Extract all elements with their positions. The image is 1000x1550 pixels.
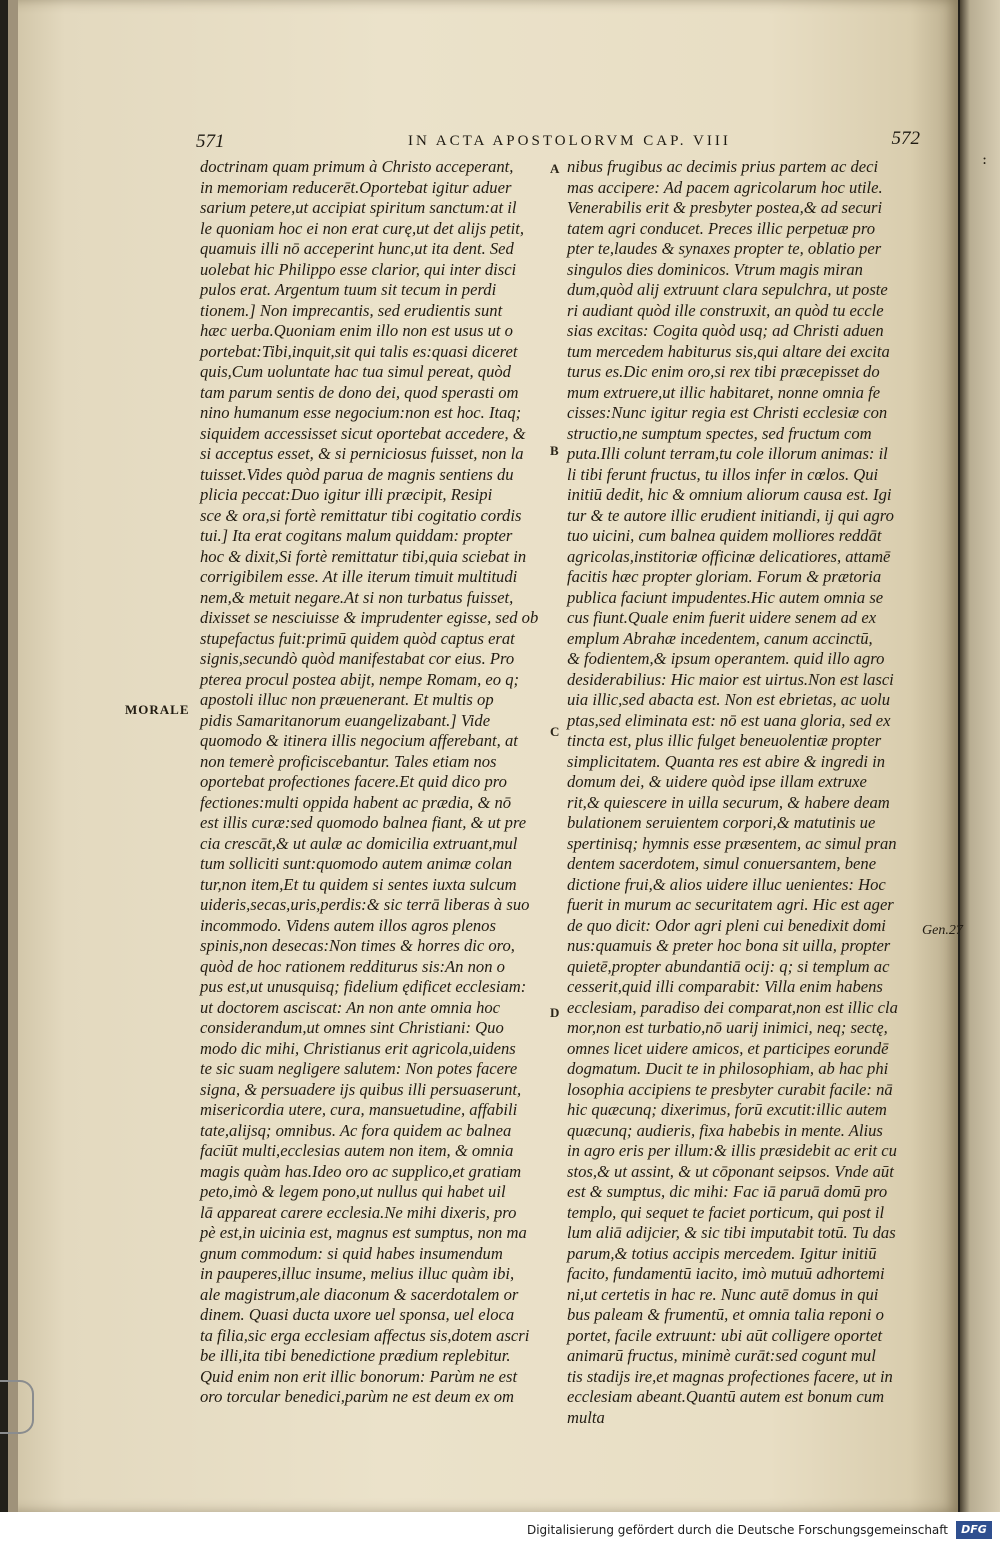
- text-line: le quoniam hoc ei non erat curę,ut det alijs petit,: [200, 218, 524, 238]
- page-number-left: 571: [196, 131, 225, 152]
- text-line: non temerè proficiscebantur. Tales etiam nos: [200, 751, 497, 771]
- text-line: tatem agri conducet. Preces illic perpetuæ pro: [567, 218, 875, 238]
- text-line: facito, fundamentū iacito, imò mutuū adhortemi: [567, 1264, 885, 1283]
- text-line: uolebat hic Philippo esse clarior, qui inter disci: [200, 259, 517, 279]
- text-line: dictione frui,& alios uidere illuc uenientes: Hoc: [567, 874, 886, 894]
- text-line: tate,alijsq; omnibus. Ac fora quidem ac balnea: [200, 1120, 512, 1140]
- text-line: pus est,ut unusquisq; fidelium ędificet ecclesiam:: [200, 977, 527, 996]
- text-line: stos,& ut assint, & ut cōponant seipsos. Vnde aūt: [567, 1161, 894, 1181]
- text-line: singulos dies dominicos. Vtrum magis miran: [567, 259, 863, 279]
- section-marker-b: B: [550, 443, 559, 458]
- text-line: quis,Cum uoluntate hac tua simul pereat, quòd: [200, 362, 511, 381]
- text-line: rit,& quiescere in uilla securum, & habere deam: [567, 792, 890, 812]
- text-line: spertinisq; hymnis esse præsentem, ac simul pran: [567, 833, 897, 853]
- section-marker-d: D: [550, 1005, 560, 1020]
- text-line: oro torcular benedici,parùm ne est deum ex om: [200, 1387, 514, 1406]
- text-line: domum dei, & uidere quòd ipse illam extruxe: [567, 772, 867, 791]
- text-line: in memoriam reducerēt.Oportebat igitur aduer: [200, 177, 512, 197]
- text-line: modo dic mihi, Christianus erit agricola,uidens: [200, 1038, 516, 1058]
- text-line: sarium petere,ut accipiat spiritum sanctum:at il: [200, 198, 517, 217]
- text-line: signis,secundò quòd manifestabat cor eius. Pro: [200, 649, 515, 668]
- text-line: quamuis illi nō acceperint hunc,ut ita dent. Sed: [200, 239, 514, 258]
- text-line: dogmatum. Ducit te in philosophiam, ab hac phi: [567, 1059, 889, 1078]
- text-line: tui.] Ita erat cogitans malum quiddam: propter: [200, 526, 513, 545]
- text-line: publica faciunt impudentes.Hic autem omnia se: [567, 587, 884, 607]
- text-line: templo, qui sequet te faciet porticum, qui post il: [567, 1202, 885, 1222]
- text-line: multa: [567, 1407, 605, 1427]
- text-line: facitis hæc propter gloriam. Forum & prætoria: [567, 567, 882, 586]
- text-line: ecclesiam, paradiso dei comparat,non est illic cla: [567, 997, 898, 1017]
- text-line: nino humanum esse negocium:non est hoc. Itaq;: [200, 403, 522, 422]
- text-line: nus:quamuis & preter hoc bona sit uilla, propter: [567, 936, 891, 955]
- text-line: tam parum sentis de dono dei, quod sperasti om: [200, 382, 519, 402]
- section-marker-c: C: [550, 724, 560, 739]
- text-line: sce & ora,si fortè remittatur tibi cogitatio cordis: [200, 505, 522, 525]
- text-line: tionem.] Non imprecantis, sed erudientis sunt: [200, 300, 503, 320]
- text-line: portebat:Tibi,inquit,sit qui talis es:quasi diceret: [200, 341, 518, 361]
- text-line: parum,& totius accipis mercedem. Igitur initiū: [567, 1243, 877, 1263]
- text-line: dum,quòd alij extruunt clara sepulchra, ut poste: [567, 280, 888, 299]
- text-line: cisses:Nunc igitur regia est Christi ecclesiæ con: [567, 403, 888, 422]
- text-line: quòd de hoc rationem redditurus sis:An non o: [200, 956, 505, 976]
- right-text-column: [567, 157, 915, 1428]
- text-line: te sic suam negligere salutem: Non potes facere: [200, 1059, 518, 1078]
- text-line: mor,non est turbatio,nō uarij inimici, neq; sectę,: [567, 1018, 888, 1037]
- text-line: nem,& metuit negare.At si non turbatus fuisset,: [200, 587, 514, 607]
- text-line: dixisset se nesciuisse & imprudenter egisse, sed ob: [200, 608, 539, 627]
- text-line: desiderabilius: Hic maior est uirtus.Non est lasci: [567, 669, 894, 689]
- text-line: est illis curæ:sed quomodo balnea fiant, & ut pre: [200, 813, 527, 832]
- text-line: de quo dicit: Odor agri pleni cui benedixit domi: [567, 915, 886, 935]
- text-line: lum aliā adijcier, & sic tibi imputabit totū. Tu das: [567, 1223, 896, 1242]
- left-text-column: [200, 157, 545, 1408]
- text-line: si acceptus esset, & si perniciosus fuisset, non la: [200, 444, 524, 463]
- text-line: corrigibilem esse. At ille iterum timuit multitudi: [200, 567, 518, 586]
- text-line: pidis Samaritanorum euangelizabant.] Vide: [200, 710, 491, 730]
- text-line: dentem sacerdotem, simul conuersantem, bene: [567, 854, 877, 873]
- text-line: in pauperes,illuc insume, melius illuc quàm ibi,: [200, 1264, 515, 1283]
- text-line: Venerabilis erit & presbyter postea,& ad securi: [567, 198, 883, 217]
- text-line: ptas,sed eliminata est: nō est uana gloria, sed ex: [567, 710, 891, 730]
- text-line: fuerit in murum ac securitatem agri. Hic est ager: [567, 895, 894, 914]
- text-line: cus fiunt.Quale enim fuerit uidere senem ad ex: [567, 608, 877, 627]
- page-number-right: 572: [891, 128, 920, 149]
- text-line: turus es.Dic enim oro,si rex tibi præcepisset do: [567, 362, 880, 381]
- text-line: ni,ut certetis in hac re. Nunc autē domus in qui: [567, 1284, 879, 1304]
- text-line: li tibi ferunt fructus, tu illos infer in cœlos. Qui: [567, 464, 879, 484]
- running-header: [196, 128, 920, 157]
- text-line: simplicitatem. Quanta res est abire & ingredi in: [567, 751, 886, 771]
- text-line: gnum commodum: si quid habes insumendum: [200, 1243, 503, 1263]
- text-line: portet, facile extruunt: ubi aūt colligere oportet: [567, 1325, 883, 1345]
- text-line: hoc & dixit,Si fortè remittatur tibi,quia sciebat in: [200, 546, 527, 566]
- text-line: mas accipere: Ad pacem agricolarum hoc utile.: [567, 177, 883, 197]
- text-line: sias excitas: Cogita quòd usq; ad Christi aduen: [567, 321, 884, 340]
- text-line: pulos erat. Argentum tuum sit tecum in perdi: [200, 280, 497, 299]
- text-line: be illi,ita tibi benedictione prædium replebitur.: [200, 1346, 511, 1365]
- text-line: tur & te autore illic erudient initiandi, ij qui agro: [567, 505, 894, 525]
- text-line: apostoli illuc non præuenerant. Et multis op: [200, 690, 494, 709]
- text-line: signa, & persuadere ijs quibus illi persuaserunt,: [200, 1079, 522, 1099]
- text-line: Quid enim non erit illic bonorum: Parùm ne est: [200, 1366, 518, 1386]
- text-line: spinis,non desecas:Non times & horres dic oro,: [200, 936, 515, 955]
- text-line: ta filia,sic erga ecclesiam affectus sis,dotem ascri: [200, 1325, 530, 1345]
- text-line: tur,non item,Et tu quidem si sentes iuxta sulcum: [200, 874, 517, 894]
- text-line: misericordia utere, cura, mansuetudine, affabili: [200, 1100, 518, 1119]
- text-line: & fodientem,& ipsum operantem. quid illo agro: [567, 649, 885, 668]
- text-line: quietē,propter abundantiā ocij: q; si templum ac: [567, 956, 890, 976]
- text-line: cesserit,quid illi comparabit: Villa enim habens: [567, 977, 883, 996]
- text-line: ut doctorem asciscat: An non ante omnia hoc: [200, 997, 501, 1017]
- text-line: ale magistrum,ale diaconum & sacerdotalem or: [200, 1284, 519, 1304]
- text-line: uia illic,sed abacta est. Non est ebrietas, ac uolu: [567, 690, 891, 709]
- section-marker-a: A: [550, 161, 560, 176]
- text-line: tincta est, plus illic fulget beneuolentiæ propter: [567, 731, 882, 750]
- text-line: incommodo. Videns autem illos agros plenos: [200, 915, 496, 935]
- text-line: stupefactus fuit:primū quidem quòd captus erat: [200, 628, 515, 648]
- page-edge: [8, 0, 18, 1512]
- text-line: omnes licet uidere amicos, et participes eorundē: [567, 1038, 889, 1058]
- text-line: plicia peccat:Duo igitur illi præcipit, Resipi: [200, 485, 493, 504]
- text-line: pterea procul postea abijt, nempe Romam, eo q;: [200, 669, 520, 689]
- text-line: est & sumptus, dic mihi: Fac iā paruā domū pro: [567, 1182, 888, 1201]
- text-line: dinem. Quasi ducta uxore uel sponsa, uel eloca: [200, 1305, 515, 1324]
- text-line: tum solliciti sunt:quomodo autem animæ colan: [200, 854, 513, 873]
- page-clip-icon: [0, 1380, 34, 1434]
- dfg-logo: DFG: [956, 1521, 992, 1539]
- text-line: agricolas,institoriæ officinæ delicatiores, attamē: [567, 546, 891, 566]
- text-line: quomodo & itinera illis negocium afferebant, at: [200, 731, 518, 750]
- text-line: mum extruere,ut illic habitaret, nonne omnia fe: [567, 382, 881, 402]
- text-line: hæc uerba.Quoniam enim illo non est usus ut o: [200, 321, 513, 340]
- text-line: lā appareat carere ecclesia.Ne mihi dixeris, pro: [200, 1202, 517, 1222]
- facing-page-edge: :: [960, 0, 1000, 1512]
- text-line: quæcunq; audieris, fixa habebis in mente. Alius: [567, 1120, 883, 1140]
- text-line: losophia accipiens te presbyter curabit facile: nā: [567, 1079, 893, 1099]
- text-line: bulationem seruientem corpori,& matutinis ue: [567, 813, 876, 832]
- footer-credit: Digitalisierung gefördert durch die Deutsche Forschungsgemeinschaft: [526, 1523, 948, 1537]
- text-line: tuo uicini, cum balnea quidem molliores reddāt: [567, 526, 882, 545]
- text-line: fectiones:multi oppida habent ac prædia, & nō: [200, 792, 512, 812]
- text-line: nibus frugibus ac decimis prius partem ac deci: [567, 157, 879, 176]
- text-line: hic quæcunq; dixerimus, forū excutit:illic autem: [567, 1100, 887, 1119]
- margin-note-gen: Gen.27: [922, 923, 963, 938]
- text-line: puta.Illi colunt terram,tu cole illorum animas: il: [567, 444, 888, 463]
- text-line: animarū fructus, minimè curāt:sed cogunt mul: [567, 1346, 876, 1365]
- text-line: pter te,laudes & synaxes propter te, oblatio per: [567, 239, 882, 258]
- text-line: in agro eris per illum:& illis præsidebit ac erit cu: [567, 1141, 897, 1160]
- text-line: pè est,in uicinia est, magnus est sumptus, non ma: [200, 1223, 527, 1242]
- text-line: initiū dedit, hic & omnium aliorum causa est. Igi: [567, 485, 892, 504]
- margin-note-morale: MORALE: [125, 702, 190, 717]
- text-line: doctrinam quam primum à Christo acceperant,: [200, 157, 514, 176]
- text-line: structio,ne sumptum spectes, sed fructum com: [567, 423, 872, 443]
- text-line: oportebat profectiones facere.Et quid dico pro: [200, 772, 507, 791]
- text-line: faciūt multi,ecclesias autem non item, & omnia: [200, 1141, 514, 1160]
- text-line: ri audiant quòd ille construxit, an quòd tu eccle: [567, 300, 884, 320]
- text-line: peto,imò & legem pono,ut nullus qui habet uil: [200, 1182, 506, 1201]
- text-line: cia crescāt,& ut aulæ ac domicilia extruant,mul: [200, 833, 518, 853]
- text-line: bus paleam & frumentū, et omnia talia reponi o: [567, 1305, 884, 1324]
- text-line: tum mercedem habiturus sis,qui altare dei excita: [567, 341, 890, 361]
- running-title: IN ACTA APOSTOLORVM CAP. VIII: [408, 133, 731, 149]
- text-line: considerandum,ut omnes sint Christiani: Quo: [200, 1018, 504, 1037]
- text-line: emplum Abrahæ incedentem, canum accinctū,: [567, 628, 873, 648]
- text-line: uideris,secas,uris,perdis:& sic terrā liberas à suo: [200, 895, 530, 914]
- text-line: tuisset.Vides quòd parua de magnis sentiens du: [200, 464, 514, 484]
- digitization-footer: [0, 1512, 1000, 1550]
- text-line: siquidem accessisset sicut oportebat accedere, &: [200, 423, 526, 443]
- text-line: magis quàm has.Ideo oro ac supplico,et gratiam: [200, 1161, 522, 1181]
- text-line: tis stadijs ire,et magnas profectiones facere, ut in: [567, 1366, 893, 1386]
- text-line: ecclesiam abeant.Quantū autem est bonum cum: [567, 1387, 885, 1406]
